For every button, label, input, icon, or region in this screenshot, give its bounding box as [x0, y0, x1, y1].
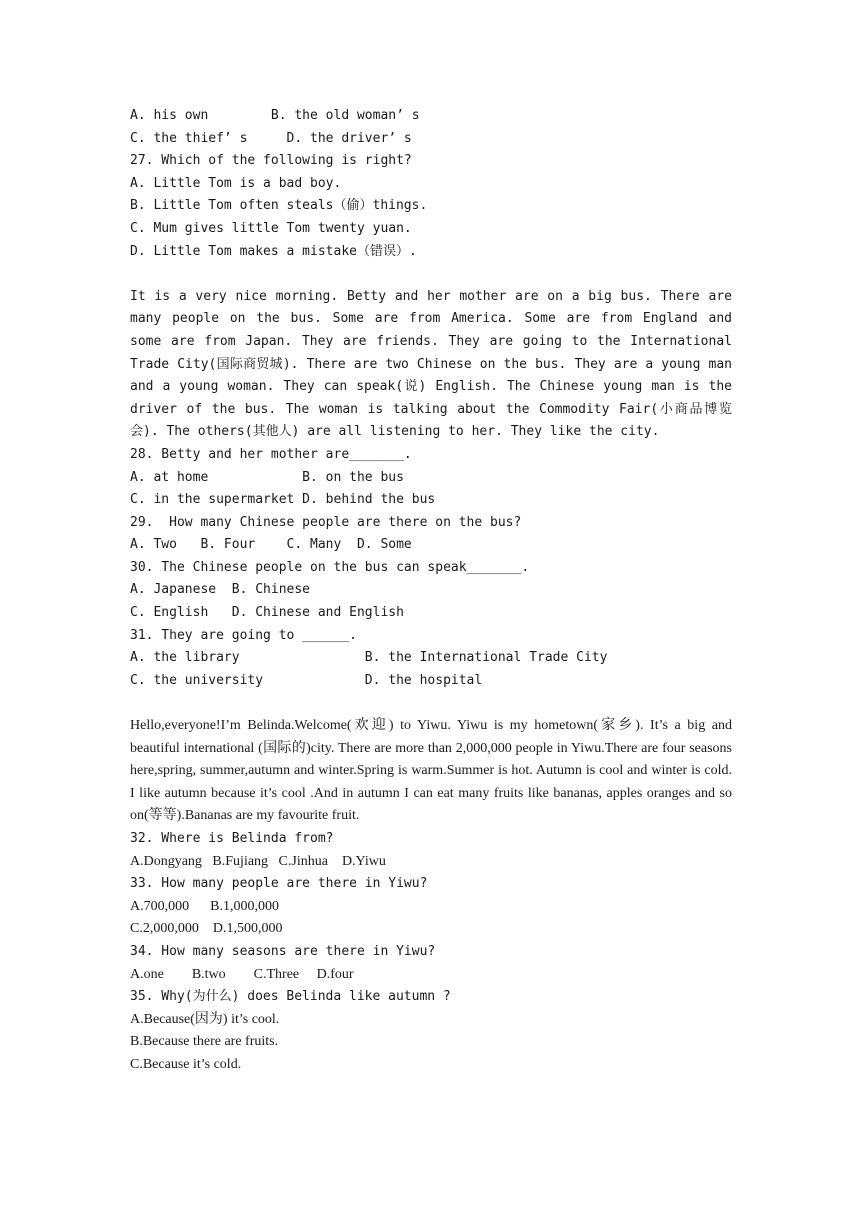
q31-question: 31. They are going to ______. [130, 627, 357, 643]
q35-question: 35. Why(为什么) does Belinda like autumn ? [130, 989, 451, 1005]
q31-options-cd: C. the university D. the hospital [130, 672, 483, 688]
q28-question: 28. Betty and her mother are_______. [130, 446, 412, 462]
reading-passage-bus [130, 286, 732, 444]
q30-options-cd: C. English D. Chinese and English [130, 605, 404, 621]
q28-options-cd: C. in the supermarket D. behind the bus [130, 492, 436, 508]
q27-option-b: B. Little Tom often steals（偷）things. [130, 198, 428, 214]
q29-options: A. Two B. Four C. Many D. Some [130, 537, 412, 553]
q27-option-a: A. Little Tom is a bad boy. [130, 175, 342, 191]
q33-options-ab: A.700,000 B.1,000,000 [130, 898, 279, 914]
question-block-26-27 [130, 105, 732, 263]
q28-options-ab: A. at home B. on the bus [130, 469, 404, 485]
q27-option-d: D. Little Tom makes a mistake（错误）. [130, 243, 417, 259]
q32-options: A.Dongyang B.Fujiang C.Jinhua D.Yiwu [130, 853, 386, 869]
section-gap [130, 692, 732, 715]
q27-option-c: C. Mum gives little Tom twenty yuan. [130, 220, 412, 236]
q35-option-c: C.Because it’s cold. [130, 1056, 242, 1072]
q30-question: 30. The Chinese people on the bus can speak_______. [130, 559, 530, 575]
q33-question: 33. How many people are there in Yiwu? [130, 876, 428, 892]
passage-bus-text: It is a very nice morning. Betty and her mother are on a big bus. There are many people on the bus. Some are from America. Some are from England and some are from Japan. They are friends. They are going to the International Trade City(国际商贸城). There are two Chinese on the bus. They are a young man and a young woman. They can speak(说) English. The Chinese young man is the driver of the bus. The woman is talking about the Commodity Fair(小商品博览会). The others(其他人) are all listening to her. They like the city. [130, 288, 732, 440]
q31-options-ab: A. the library B. the International Trade City [130, 650, 608, 666]
q27-question: 27. Which of the following is right? [130, 153, 412, 169]
question-block-28-31 [130, 444, 732, 693]
reading-passage-yiwu [130, 715, 732, 828]
q34-question: 34. How many seasons are there in Yiwu? [130, 943, 436, 959]
question-block-32-35 [130, 828, 732, 1077]
q33-options-cd: C.2,000,000 D.1,500,000 [130, 921, 283, 937]
q26-options-cd: C. the thief’ s D. the driver’ s [130, 130, 412, 146]
section-gap [130, 263, 732, 286]
q35-option-b: B.Because there are fruits. [130, 1034, 279, 1050]
q35-option-a: A.Because(因为) it’s cool. [130, 1011, 280, 1027]
q32-question: 32. Where is Belinda from? [130, 831, 334, 846]
q34-options: A.one B.two C.Three D.four [130, 966, 354, 982]
passage-yiwu-text: Hello,everyone!I’m Belinda.Welcome(欢迎) to Yiwu. Yiwu is my hometown(家乡). It’s a big and beautiful international (国际的)city. There are more than 2,000,000 people in Yiwu.There are four seasons here,spring, summer,autumn and winter.Spring is warm.Summer is hot. Autumn is cool and winter is cold. I like autumn because it’s cool .And in autumn I can eat many fruits like bananas, apples oranges and so on(等等).Bananas are my favourite fruit. [130, 718, 732, 824]
q30-options-ab: A. Japanese B. Chinese [130, 582, 311, 598]
worksheet-page [130, 105, 732, 1077]
q29-question: 29. How many Chinese people are there on the bus? [130, 514, 522, 530]
q26-options-ab: A. his own B. the old woman’ s [130, 108, 420, 123]
